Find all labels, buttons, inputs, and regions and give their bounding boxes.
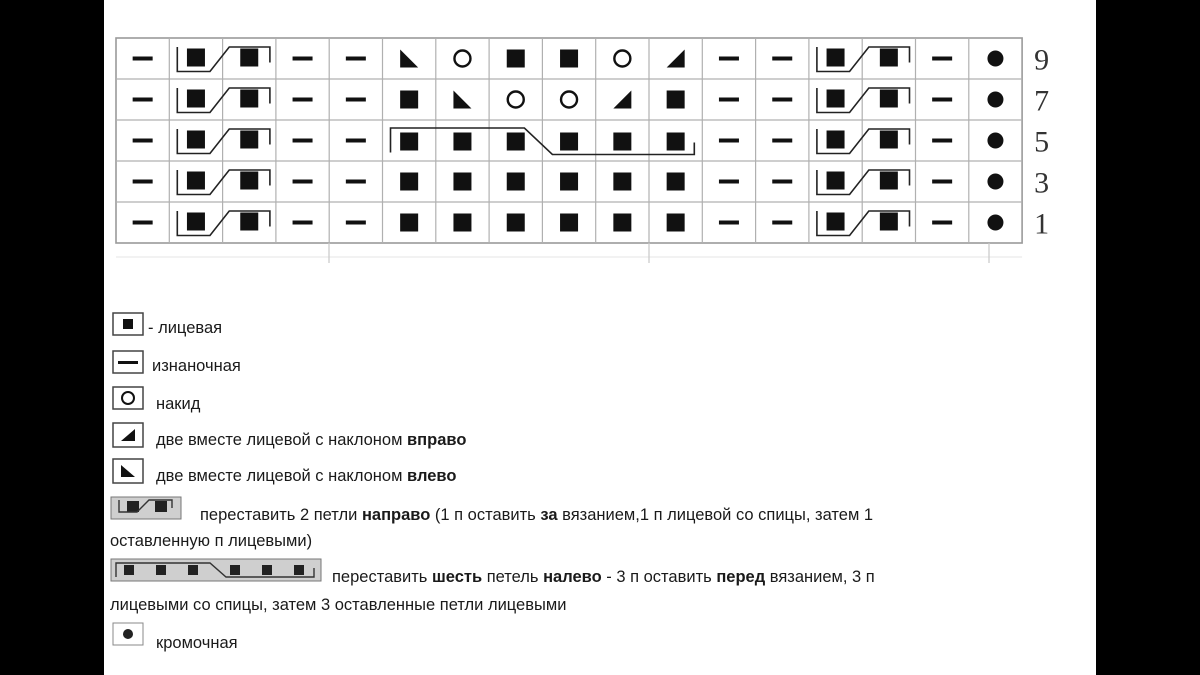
purl-stitch [772,57,792,61]
purl-stitch [932,180,952,184]
edge-stitch [987,92,1003,108]
purl-stitch [719,57,739,61]
legend-k2tog-right [104,422,1096,450]
legend-cross2-label-line2: оставленную п лицевыми) [110,532,313,550]
row-number-7: 7 [1034,84,1050,118]
purl-stitch [932,98,952,102]
knit-stitch [507,173,525,191]
cross2-stitch-a [187,131,205,149]
purl-stitch [293,98,313,102]
cross2-stitch-a [827,49,845,67]
knit-stitch [560,173,578,191]
legend-cross6-label: переставить шесть петель налево - 3 п оставить перед вязанием, 3 п [332,568,875,586]
purl-stitch [346,57,366,61]
purl-stitch [719,221,739,225]
purl-stitch [133,221,153,225]
purl-stitch [772,139,792,143]
cross2-stitch-a [187,90,205,108]
cross6-symbol-icon [110,558,322,582]
cross2-stitch-a [827,90,845,108]
cross2-stitch-a [187,172,205,190]
cross2-stitch-b [880,49,898,67]
purl-stitch [133,180,153,184]
knit-stitch [453,173,471,191]
cross2-stitch-b [880,131,898,149]
purl-stitch [293,57,313,61]
purl-stitch [772,98,792,102]
purl-stitch [719,98,739,102]
purl-stitch [293,139,313,143]
cross2-stitch-a [827,131,845,149]
purl-stitch [346,139,366,143]
purl-stitch [932,57,952,61]
legend-yarn-over [104,386,1096,414]
cross2-stitch-b [240,213,258,231]
knit-symbol-icon [112,312,144,336]
row-number-3: 3 [1034,166,1050,200]
cross2-stitch-b [880,172,898,190]
k2tog-left-symbol-icon [112,458,144,484]
purl-stitch [133,57,153,61]
purl-stitch [719,180,739,184]
purl-stitch [932,221,952,225]
purl-stitch [133,139,153,143]
knitting-chart-sheet [104,0,1096,675]
edge-stitch [987,215,1003,231]
k2tog-right-symbol-icon [112,422,144,448]
row-number-1: 1 [1034,207,1050,241]
purl-stitch [133,98,153,102]
legend-k2tog-left [104,458,1096,486]
purl-stitch [346,180,366,184]
knitting-chart [104,0,1096,270]
cross2-symbol-icon [110,496,182,520]
knit-stitch [560,50,578,68]
row-number-9: 9 [1034,43,1050,77]
knit-stitch [613,173,631,191]
row-number-5: 5 [1034,125,1050,159]
purl-stitch [772,221,792,225]
legend-yarn-over-label: накид [156,395,201,413]
knit-stitch [400,173,418,191]
legend-cross6-label-line2: лицевыми со спицы, затем 3 оставленные петли лицевыми [110,596,567,614]
purl-stitch [719,139,739,143]
knit-stitch [507,214,525,232]
knit-stitch [560,214,578,232]
legend-knit-label: - лицевая [148,319,223,337]
cross2-stitch-a [827,172,845,190]
knit-stitch [667,91,685,109]
purl-stitch [346,98,366,102]
cross6-stitch [560,133,578,151]
cross6-stitch [613,133,631,151]
cross6-stitch [400,133,418,151]
legend-purl [104,350,1096,378]
yarn-over-symbol-icon [112,386,144,410]
legend-cross6 [104,558,1096,618]
knit-stitch [667,214,685,232]
legend-k2tog-left-label: две вместе лицевой с наклоном влево [156,467,457,485]
cross2-stitch-b [880,213,898,231]
cross2-stitch-b [240,131,258,149]
legend-cross2 [104,496,1096,556]
cross6-stitch [453,133,471,151]
legend-edge [104,622,1096,652]
cross6-stitch [667,133,685,151]
cross2-stitch-a [187,49,205,67]
legend-cross2-label: переставить 2 петли направо (1 п оставить за вязанием,1 п лицевой со спицы, затем 1 [200,506,874,524]
cross2-stitch-b [240,172,258,190]
purl-stitch [346,221,366,225]
cross2-stitch-b [880,90,898,108]
purl-stitch [772,180,792,184]
purl-stitch [293,221,313,225]
knit-stitch [507,50,525,68]
legend-k2tog-right-label: две вместе лицевой с наклоном вправо [156,431,467,449]
legend-knit [104,312,1096,340]
cross2-stitch-b [240,90,258,108]
purl-stitch [293,180,313,184]
edge-stitch [987,133,1003,149]
cross2-stitch-a [187,213,205,231]
knit-stitch [400,91,418,109]
cross2-stitch-b [240,49,258,67]
legend-edge-label: кромочная [156,634,238,652]
knit-stitch [613,214,631,232]
purl-stitch [932,139,952,143]
knit-stitch [667,173,685,191]
edge-stitch [987,51,1003,67]
knit-stitch [400,214,418,232]
purl-symbol-icon [112,350,144,374]
edge-symbol-icon [112,622,144,646]
cross6-stitch [507,133,525,151]
knit-stitch [453,214,471,232]
cross2-stitch-a [827,213,845,231]
legend-purl-label: изнаночная [152,357,241,375]
edge-stitch [987,174,1003,190]
